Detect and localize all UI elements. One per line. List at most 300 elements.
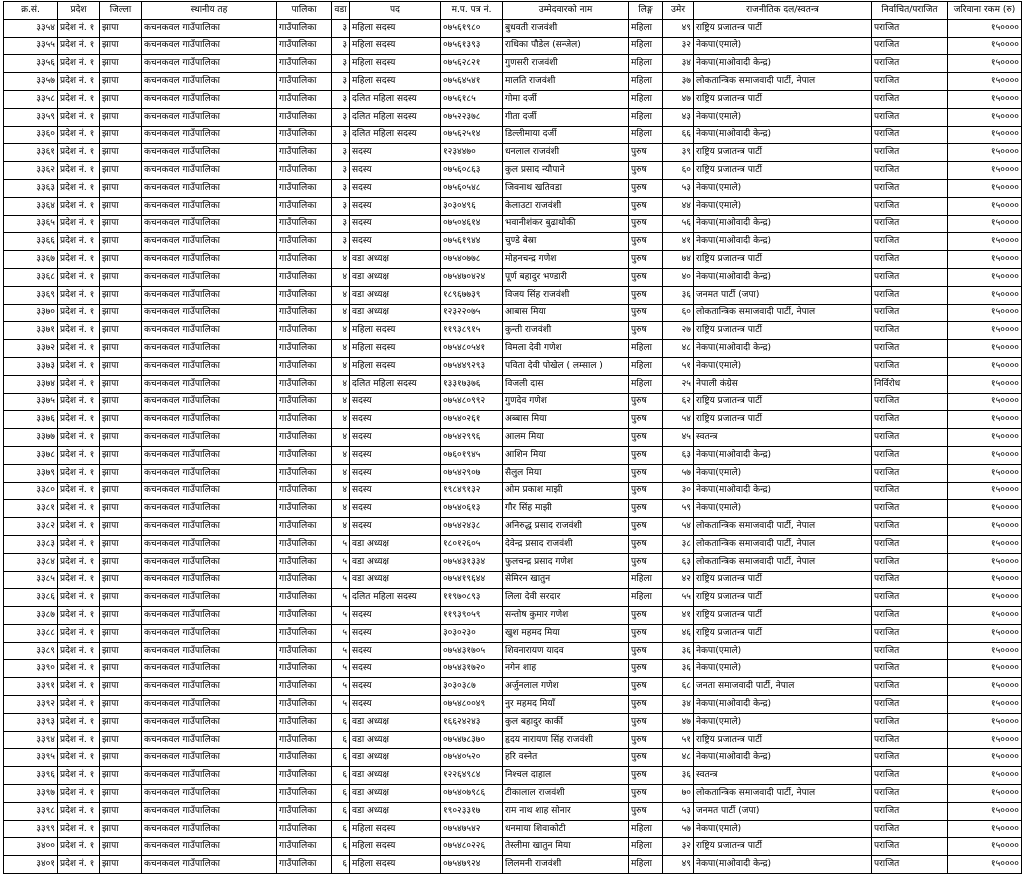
- cell-province: प्रदेश नं. १: [58, 357, 100, 375]
- cell-gender: पुरुष: [629, 535, 663, 553]
- cell-fine-amount: १५००००: [948, 446, 1022, 464]
- cell-result: पराजित: [872, 179, 948, 197]
- cell-municipality-type: गाउँपालिका: [277, 624, 332, 642]
- cell-age: ४५: [663, 429, 694, 447]
- cell-province: प्रदेश नं. १: [58, 500, 100, 518]
- cell-ballot-no: ०७५४३१७२०: [441, 660, 503, 678]
- cell-candidate-name: विजली दास: [503, 375, 629, 393]
- cell-candidate-name: पूर्ण बहादुर भण्डारी: [503, 268, 629, 286]
- cell-municipality-type: गाउँपालिका: [277, 518, 332, 536]
- cell-candidate-name: आशिन मिया: [503, 446, 629, 464]
- cell-ward: ४: [332, 304, 350, 322]
- cell-ballot-no: ०७५६१९४४: [441, 233, 503, 251]
- cell-local-level: कचनकवल गाउँपालिका: [142, 179, 277, 197]
- header-political-party: राजनीतिक दल/स्वतन्त्र: [694, 2, 872, 20]
- cell-province: प्रदेश नं. १: [58, 785, 100, 803]
- cell-gender: महिला: [629, 820, 663, 838]
- cell-political-party: नेकपा(एमाले): [694, 820, 872, 838]
- cell-political-party: राष्ट्रिय प्रजातन्त्र पार्टी: [694, 19, 872, 37]
- cell-municipality-type: गाउँपालिका: [277, 713, 332, 731]
- cell-age: ६०: [663, 162, 694, 180]
- cell-position: वडा अध्यक्ष: [350, 268, 441, 286]
- cell-ward: ६: [332, 749, 350, 767]
- cell-ward: ४: [332, 340, 350, 358]
- cell-fine-amount: १५००००: [948, 553, 1022, 571]
- cell-ward: ३: [332, 19, 350, 37]
- cell-district: झापा: [100, 375, 142, 393]
- cell-political-party: राष्ट्रिय प्रजातन्त्र पार्टी: [694, 90, 872, 108]
- cell-age: ४७: [663, 713, 694, 731]
- cell-age: ५५: [663, 589, 694, 607]
- cell-result: पराजित: [872, 429, 948, 447]
- cell-municipality-type: गाउँपालिका: [277, 393, 332, 411]
- cell-candidate-name: अब्बास मिया: [503, 411, 629, 429]
- cell-serial-no: ३३९२: [4, 696, 58, 714]
- cell-ballot-no: ०७५४२९०७: [441, 464, 503, 482]
- cell-result: पराजित: [872, 535, 948, 553]
- cell-district: झापा: [100, 233, 142, 251]
- cell-result: पराजित: [872, 464, 948, 482]
- cell-fine-amount: १५००००: [948, 268, 1022, 286]
- cell-serial-no: ३३६४: [4, 197, 58, 215]
- cell-province: प्रदेश नं. १: [58, 90, 100, 108]
- cell-municipality-type: गाउँपालिका: [277, 144, 332, 162]
- cell-ballot-no: ०७५४८०२२६: [441, 838, 503, 856]
- cell-result: पराजित: [872, 607, 948, 625]
- candidate-results-table: [3, 1, 1022, 874]
- cell-municipality-type: गाउँपालिका: [277, 731, 332, 749]
- cell-ward: ५: [332, 642, 350, 660]
- cell-ward: ४: [332, 251, 350, 269]
- cell-result: पराजित: [872, 411, 948, 429]
- cell-gender: पुरुष: [629, 660, 663, 678]
- cell-result: पराजित: [872, 482, 948, 500]
- cell-position: सदस्य: [350, 393, 441, 411]
- cell-serial-no: ३३९८: [4, 802, 58, 820]
- table-row: [4, 464, 1022, 482]
- cell-local-level: कचनकवल गाउँपालिका: [142, 233, 277, 251]
- cell-gender: पुरुष: [629, 696, 663, 714]
- cell-district: झापा: [100, 251, 142, 269]
- cell-fine-amount: १५००००: [948, 589, 1022, 607]
- cell-position: सदस्य: [350, 482, 441, 500]
- cell-serial-no: ३३९१: [4, 678, 58, 696]
- cell-age: ५३: [663, 179, 694, 197]
- cell-gender: पुरुष: [629, 749, 663, 767]
- cell-ballot-no: १२२६४९८४: [441, 767, 503, 785]
- cell-candidate-name: केलाउटा राजवंशी: [503, 197, 629, 215]
- cell-result: पराजित: [872, 108, 948, 126]
- cell-local-level: कचनकवल गाउँपालिका: [142, 357, 277, 375]
- cell-district: झापा: [100, 73, 142, 91]
- cell-local-level: कचनकवल गाउँपालिका: [142, 90, 277, 108]
- cell-result: पराजित: [872, 144, 948, 162]
- cell-district: झापा: [100, 304, 142, 322]
- cell-political-party: नेकपा(माओवादी केन्द्र): [694, 126, 872, 144]
- cell-district: झापा: [100, 607, 142, 625]
- cell-candidate-name: ओम प्रकाश माझी: [503, 482, 629, 500]
- cell-age: ३६: [663, 642, 694, 660]
- table-row: [4, 179, 1022, 197]
- table-row: [4, 678, 1022, 696]
- cell-fine-amount: १५००००: [948, 340, 1022, 358]
- cell-ballot-no: ०७५६०८६३: [441, 162, 503, 180]
- cell-ward: ३: [332, 90, 350, 108]
- cell-ballot-no: ०७५६२८२१: [441, 55, 503, 73]
- cell-district: झापा: [100, 144, 142, 162]
- cell-ward: ३: [332, 179, 350, 197]
- cell-result: पराजित: [872, 393, 948, 411]
- cell-position: महिला सदस्य: [350, 55, 441, 73]
- cell-political-party: लोकतान्त्रिक समाजवादी पार्टी, नेपाल: [694, 73, 872, 91]
- cell-candidate-name: मालति राजवंशी: [503, 73, 629, 91]
- cell-age: ६६: [663, 126, 694, 144]
- cell-age: ६३: [663, 553, 694, 571]
- cell-serial-no: ३३८३: [4, 535, 58, 553]
- cell-local-level: कचनकवल गाउँपालिका: [142, 144, 277, 162]
- cell-ward: ४: [332, 393, 350, 411]
- table-row: [4, 233, 1022, 251]
- cell-fine-amount: १५००००: [948, 607, 1022, 625]
- cell-candidate-name: जिवनाथ खतिवडा: [503, 179, 629, 197]
- cell-serial-no: ३३९४: [4, 731, 58, 749]
- cell-position: सदस्य: [350, 179, 441, 197]
- header-age: उमेर: [663, 2, 694, 20]
- table-row: [4, 571, 1022, 589]
- cell-municipality-type: गाउँपालिका: [277, 571, 332, 589]
- cell-fine-amount: १५००००: [948, 624, 1022, 642]
- cell-ballot-no: ०७५४३१७०५: [441, 642, 503, 660]
- cell-candidate-name: गुणदेव गणेश: [503, 393, 629, 411]
- cell-municipality-type: गाउँपालिका: [277, 802, 332, 820]
- cell-result: पराजित: [872, 37, 948, 55]
- cell-municipality-type: गाउँपालिका: [277, 162, 332, 180]
- cell-fine-amount: १५००००: [948, 713, 1022, 731]
- cell-gender: पुरुष: [629, 268, 663, 286]
- cell-ward: ५: [332, 571, 350, 589]
- cell-position: सदस्य: [350, 429, 441, 447]
- cell-age: ६३: [663, 446, 694, 464]
- cell-ward: ४: [332, 518, 350, 536]
- cell-serial-no: ३३९५: [4, 749, 58, 767]
- cell-age: ३९: [663, 144, 694, 162]
- cell-gender: महिला: [629, 37, 663, 55]
- cell-ballot-no: ०७५६१३९३: [441, 37, 503, 55]
- cell-serial-no: ३३५९: [4, 108, 58, 126]
- cell-municipality-type: गाउँपालिका: [277, 411, 332, 429]
- cell-ward: ३: [332, 162, 350, 180]
- cell-age: ५३: [663, 802, 694, 820]
- cell-local-level: कचनकवल गाउँपालिका: [142, 731, 277, 749]
- cell-result: पराजित: [872, 553, 948, 571]
- cell-ward: ४: [332, 286, 350, 304]
- table-row: [4, 73, 1022, 91]
- cell-position: महिला सदस्य: [350, 838, 441, 856]
- cell-ward: ४: [332, 357, 350, 375]
- cell-political-party: नेकपा(एमाले): [694, 500, 872, 518]
- cell-age: ३६: [663, 660, 694, 678]
- cell-municipality-type: गाउँपालिका: [277, 340, 332, 358]
- cell-municipality-type: गाउँपालिका: [277, 785, 332, 803]
- cell-province: प्रदेश नं. १: [58, 571, 100, 589]
- cell-fine-amount: १५००००: [948, 233, 1022, 251]
- cell-fine-amount: १५००००: [948, 162, 1022, 180]
- cell-municipality-type: गाउँपालिका: [277, 660, 332, 678]
- table-row: [4, 607, 1022, 625]
- table-body: [4, 19, 1022, 873]
- cell-district: झापा: [100, 393, 142, 411]
- cell-ballot-no: ०७५६१८५: [441, 90, 503, 108]
- cell-ballot-no: १३३१७३७६: [441, 375, 503, 393]
- cell-fine-amount: १५००००: [948, 393, 1022, 411]
- table-row: [4, 446, 1022, 464]
- cell-result: पराजित: [872, 55, 948, 73]
- table-row: [4, 500, 1022, 518]
- cell-serial-no: ३३७५: [4, 393, 58, 411]
- cell-candidate-name: टीकालाल राजवंशी: [503, 785, 629, 803]
- cell-fine-amount: १५००००: [948, 357, 1022, 375]
- cell-age: ७०: [663, 785, 694, 803]
- cell-position: सदस्य: [350, 411, 441, 429]
- cell-fine-amount: १५००००: [948, 197, 1022, 215]
- cell-municipality-type: गाउँपालिका: [277, 696, 332, 714]
- cell-serial-no: ३३८५: [4, 571, 58, 589]
- cell-position: सदस्य: [350, 660, 441, 678]
- cell-municipality-type: गाउँपालिका: [277, 126, 332, 144]
- cell-district: झापा: [100, 55, 142, 73]
- cell-result: पराजित: [872, 624, 948, 642]
- cell-ballot-no: १९८४९१३२: [441, 482, 503, 500]
- table-row: [4, 357, 1022, 375]
- cell-position: महिला सदस्य: [350, 37, 441, 55]
- cell-gender: पुरुष: [629, 429, 663, 447]
- cell-fine-amount: १५००००: [948, 749, 1022, 767]
- cell-result: पराजित: [872, 162, 948, 180]
- cell-local-level: कचनकवल गाउँपालिका: [142, 37, 277, 55]
- header-fine-amount: जरिवाना रकम (रु): [948, 2, 1022, 20]
- cell-local-level: कचनकवल गाउँपालिका: [142, 571, 277, 589]
- cell-local-level: कचनकवल गाउँपालिका: [142, 678, 277, 696]
- cell-ward: ४: [332, 268, 350, 286]
- cell-candidate-name: कुल प्रसाद न्यौपाने: [503, 162, 629, 180]
- cell-gender: पुरुष: [629, 286, 663, 304]
- cell-municipality-type: गाउँपालिका: [277, 446, 332, 464]
- cell-gender: पुरुष: [629, 464, 663, 482]
- header-row: [4, 2, 1022, 20]
- cell-candidate-name: गीता दर्जी: [503, 108, 629, 126]
- cell-age: ४६: [663, 624, 694, 642]
- cell-ballot-no: ०७६०१९४५: [441, 446, 503, 464]
- cell-political-party: राष्ट्रिय प्रजातन्त्र पार्टी: [694, 731, 872, 749]
- cell-age: ४३: [663, 108, 694, 126]
- cell-ballot-no: १२३२२०७५: [441, 304, 503, 322]
- cell-district: झापा: [100, 268, 142, 286]
- cell-province: प्रदेश नं. १: [58, 446, 100, 464]
- cell-fine-amount: १५००००: [948, 731, 1022, 749]
- table-row: [4, 37, 1022, 55]
- cell-fine-amount: १५००००: [948, 215, 1022, 233]
- cell-local-level: कचनकवल गाउँपालिका: [142, 820, 277, 838]
- cell-age: ३०: [663, 482, 694, 500]
- cell-position: वडा अध्यक्ष: [350, 731, 441, 749]
- cell-ward: ५: [332, 660, 350, 678]
- cell-position: सदस्य: [350, 162, 441, 180]
- cell-local-level: कचनकवल गाउँपालिका: [142, 251, 277, 269]
- cell-province: प्रदेश नं. १: [58, 19, 100, 37]
- cell-ward: ५: [332, 553, 350, 571]
- cell-political-party: नेकपा(माओवादी केन्द्र): [694, 749, 872, 767]
- cell-candidate-name: नगेन शाह: [503, 660, 629, 678]
- cell-gender: महिला: [629, 571, 663, 589]
- cell-gender: पुरुष: [629, 642, 663, 660]
- cell-ballot-no: ०७५४८०५४१: [441, 340, 503, 358]
- cell-age: ५४: [663, 518, 694, 536]
- header-province: प्रदेश: [58, 2, 100, 20]
- cell-district: झापा: [100, 749, 142, 767]
- cell-candidate-name: निश्चल दाहाल: [503, 767, 629, 785]
- cell-ward: ५: [332, 607, 350, 625]
- cell-municipality-type: गाउँपालिका: [277, 90, 332, 108]
- cell-province: प्रदेश नं. १: [58, 553, 100, 571]
- cell-district: झापा: [100, 286, 142, 304]
- cell-province: प्रदेश नं. १: [58, 429, 100, 447]
- cell-ward: ३: [332, 73, 350, 91]
- cell-province: प्रदेश नं. १: [58, 215, 100, 233]
- cell-province: प्रदेश नं. १: [58, 144, 100, 162]
- cell-gender: पुरुष: [629, 802, 663, 820]
- table-row: [4, 304, 1022, 322]
- cell-local-level: कचनकवल गाउँपालिका: [142, 482, 277, 500]
- cell-political-party: राष्ट्रिय प्रजातन्त्र पार्टी: [694, 571, 872, 589]
- cell-local-level: कचनकवल गाउँपालिका: [142, 411, 277, 429]
- cell-political-party: नेकपा(माओवादी केन्द्र): [694, 482, 872, 500]
- cell-local-level: कचनकवल गाउँपालिका: [142, 802, 277, 820]
- cell-political-party: लोकतान्त्रिक समाजवादी पार्टी, नेपाल: [694, 518, 872, 536]
- cell-gender: महिला: [629, 375, 663, 393]
- cell-position: दलित महिला सदस्य: [350, 108, 441, 126]
- cell-ballot-no: ११९७०८९३: [441, 589, 503, 607]
- cell-fine-amount: १५००००: [948, 55, 1022, 73]
- cell-fine-amount: १५००००: [948, 802, 1022, 820]
- cell-position: वडा अध्यक्ष: [350, 767, 441, 785]
- cell-position: दलित महिला सदस्य: [350, 90, 441, 108]
- cell-serial-no: ३३५६: [4, 55, 58, 73]
- cell-ballot-no: ३०३०४९६: [441, 197, 503, 215]
- cell-ward: ५: [332, 624, 350, 642]
- cell-ballot-no: ०७५४७९२४: [441, 856, 503, 874]
- cell-position: सदस्य: [350, 446, 441, 464]
- cell-gender: महिला: [629, 856, 663, 874]
- cell-candidate-name: राधिका पौडेल (सन्जेल): [503, 37, 629, 55]
- cell-local-level: कचनकवल गाउँपालिका: [142, 785, 277, 803]
- cell-candidate-name: आलम मिया: [503, 429, 629, 447]
- cell-candidate-name: अनिरुद्ध प्रसाद राजवंशी: [503, 518, 629, 536]
- cell-ballot-no: १८०१२६०५: [441, 535, 503, 553]
- table-row: [4, 535, 1022, 553]
- cell-fine-amount: १५००००: [948, 19, 1022, 37]
- cell-candidate-name: तेस्लीमा खातुन मिया: [503, 838, 629, 856]
- cell-political-party: राष्ट्रिय प्रजातन्त्र पार्टी: [694, 322, 872, 340]
- cell-province: प्रदेश नं. १: [58, 411, 100, 429]
- cell-position: वडा अध्यक्ष: [350, 713, 441, 731]
- cell-serial-no: ३३५५: [4, 37, 58, 55]
- cell-province: प्रदेश नं. १: [58, 820, 100, 838]
- cell-result: पराजित: [872, 856, 948, 874]
- table-row: [4, 108, 1022, 126]
- cell-municipality-type: गाउँपालिका: [277, 215, 332, 233]
- cell-political-party: राष्ट्रिय प्रजातन्त्र पार्टी: [694, 251, 872, 269]
- cell-age: ४१: [663, 233, 694, 251]
- cell-district: झापा: [100, 642, 142, 660]
- cell-ballot-no: ०७५२२३७८: [441, 108, 503, 126]
- cell-serial-no: ३३९०: [4, 660, 58, 678]
- cell-ballot-no: ०७५६१९८०: [441, 19, 503, 37]
- cell-age: ४१: [663, 607, 694, 625]
- cell-municipality-type: गाउँपालिका: [277, 55, 332, 73]
- cell-result: पराजित: [872, 500, 948, 518]
- cell-local-level: कचनकवल गाउँपालिका: [142, 624, 277, 642]
- table-row: [4, 144, 1022, 162]
- cell-district: झापा: [100, 464, 142, 482]
- cell-gender: पुरुष: [629, 393, 663, 411]
- cell-political-party: नेकपा(एमाले): [694, 179, 872, 197]
- cell-local-level: कचनकवल गाउँपालिका: [142, 767, 277, 785]
- cell-fine-amount: १५००००: [948, 73, 1022, 91]
- cell-ward: ६: [332, 802, 350, 820]
- cell-age: ४९: [663, 856, 694, 874]
- cell-position: महिला सदस्य: [350, 357, 441, 375]
- cell-serial-no: ३३६९: [4, 286, 58, 304]
- cell-serial-no: ३३७१: [4, 322, 58, 340]
- cell-serial-no: ३३८२: [4, 518, 58, 536]
- cell-ballot-no: ०७५४८००४९: [441, 696, 503, 714]
- cell-age: ३७: [663, 73, 694, 91]
- cell-result: पराजित: [872, 731, 948, 749]
- table-row: [4, 518, 1022, 536]
- cell-ballot-no: ३०३०२३०: [441, 624, 503, 642]
- cell-district: झापा: [100, 820, 142, 838]
- cell-local-level: कचनकवल गाउँपालिका: [142, 108, 277, 126]
- cell-fine-amount: १५००००: [948, 251, 1022, 269]
- cell-candidate-name: नुर महमद मियाँ: [503, 696, 629, 714]
- header-candidate-name: उम्मेदवारको नाम: [503, 2, 629, 20]
- cell-serial-no: ३३५४: [4, 19, 58, 37]
- cell-candidate-name: मोहनचन्द्र गणेश: [503, 251, 629, 269]
- cell-result: पराजित: [872, 268, 948, 286]
- cell-political-party: नेकपा(माओवादी केन्द्र): [694, 446, 872, 464]
- cell-province: प्रदेश नं. १: [58, 179, 100, 197]
- cell-province: प्रदेश नं. १: [58, 535, 100, 553]
- cell-local-level: कचनकवल गाउँपालिका: [142, 55, 277, 73]
- cell-fine-amount: १५००००: [948, 518, 1022, 536]
- cell-candidate-name: डिल्लीमाया दर्जी: [503, 126, 629, 144]
- cell-fine-amount: १५००००: [948, 482, 1022, 500]
- cell-municipality-type: गाउँपालिका: [277, 37, 332, 55]
- cell-result: पराजित: [872, 340, 948, 358]
- cell-age: ४८: [663, 749, 694, 767]
- cell-candidate-name: बुधवती राजवंशी: [503, 19, 629, 37]
- cell-district: झापा: [100, 179, 142, 197]
- cell-result: पराजित: [872, 73, 948, 91]
- header-district: जिल्ला: [100, 2, 142, 20]
- cell-gender: पुरुष: [629, 731, 663, 749]
- table-row: [4, 340, 1022, 358]
- cell-ward: ३: [332, 197, 350, 215]
- cell-municipality-type: गाउँपालिका: [277, 268, 332, 286]
- cell-serial-no: ३३६२: [4, 162, 58, 180]
- cell-result: पराजित: [872, 90, 948, 108]
- cell-position: वडा अध्यक्ष: [350, 535, 441, 553]
